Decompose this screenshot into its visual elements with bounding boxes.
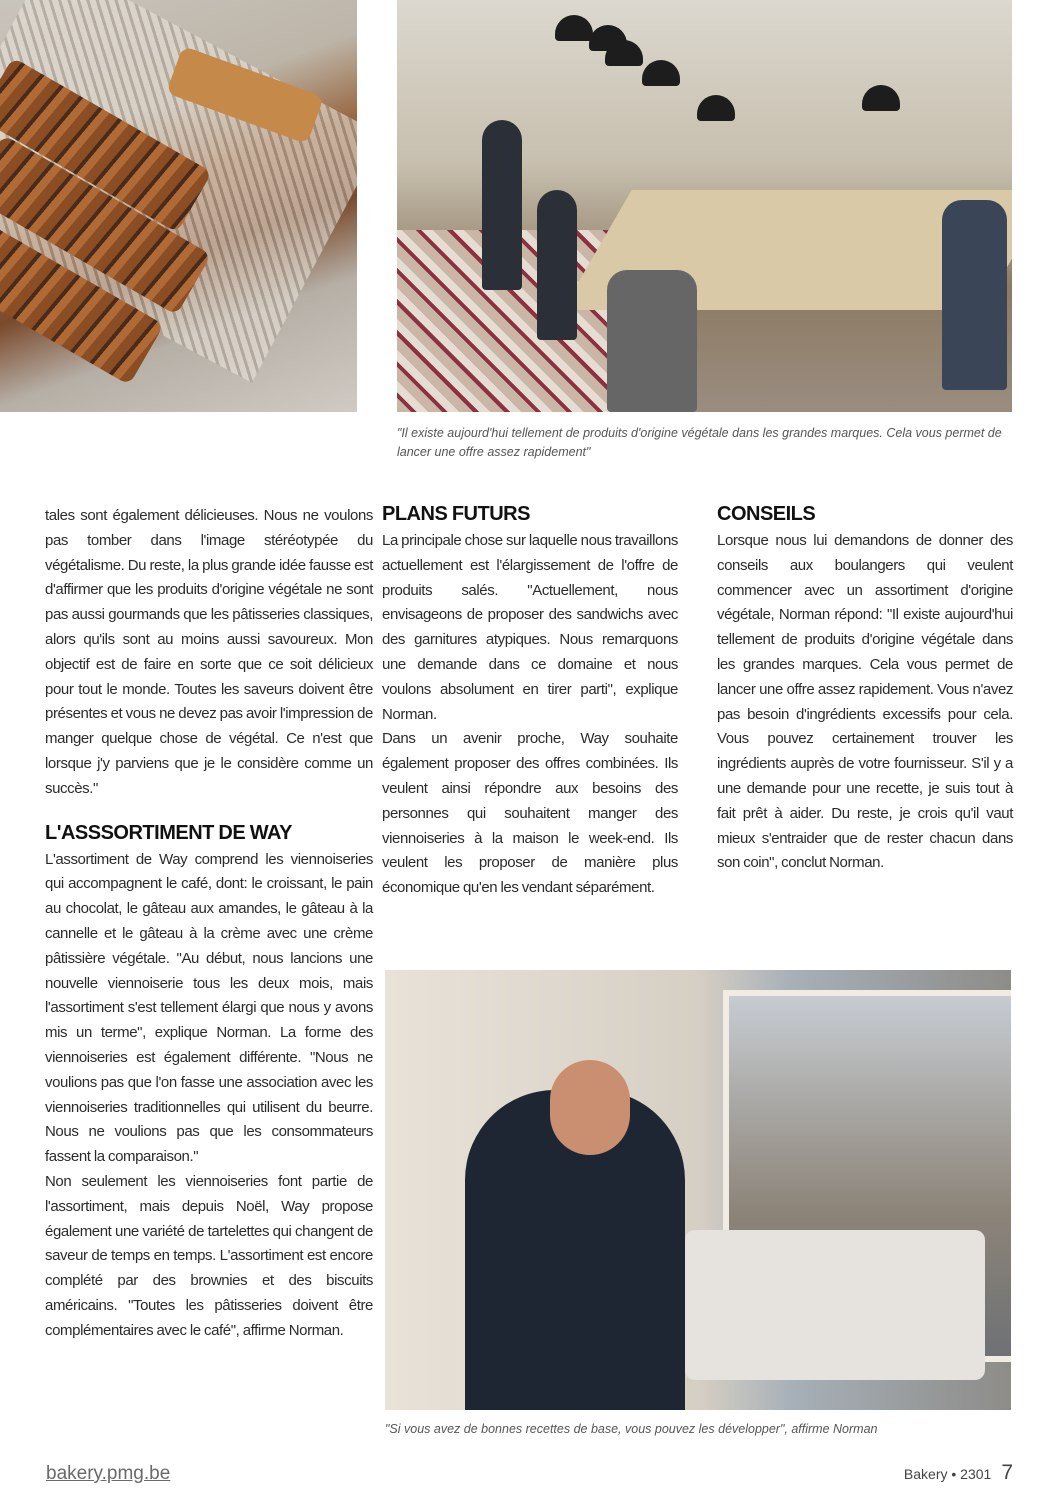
column-2 [382, 501, 678, 901]
photo-cafe-interior [397, 0, 1012, 412]
conseils-paragraph: Lorsque nous lui demandons de donner des conseils aux boulangers qui veulent commencer avec un assortiment d'origine végétale, Norman répond: "Il existe aujourd'hui tellement de produits d'origine végétale dans les grandes marques. Cela vous permet de lancer une offre assez rapidement. Vous n'avez pas besoin d'ingrédients excessifs pour cela. Vous pouvez certainement trouver les ingrédients auprès de votre fournisseur. S'il y a une demande pour une recette, je suis tout à fait prêt à aider. Du reste, je crois qu'il vaut mieux s'entraider que de rester chacun dans son coin", conclut Norman. [717, 532, 1013, 872]
photo-pastries-tray [0, 0, 357, 412]
page-number: 7 [1001, 1461, 1013, 1484]
heading-assortiment: L'ASSSORTIMENT DE WAY [45, 821, 292, 844]
assortiment-paragraph-2: Non seulement les viennoiseries font partie de l'assortiment, mais depuis Noël, Way propose également une variété de tartelettes qui changent de saveur de temps en temps. L'assortiment est encore complété par des brownies et des biscuits américains. "Toutes les pâtisseries doivent être complémentaires avec le café", affirme Norman. [45, 1172, 373, 1339]
assortiment-paragraph-1: L'assortiment de Way comprend les viennoiseries qui accompagnent le café, dont: le croissant, le pain au chocolat, le gâteau aux amandes, le gâteau à la cannelle et le gâteau à la crème avec une crème pâtissière végétale. "Au début, nous lancions une nouvelle viennoiserie tous les deux mois, mais l'assortiment s'est tellement élargi que nous y avons mis un terme", explique Norman. La forme des viennoiseries est également différente. "Nous ne voulions pas que l'on fasse une association avec les viennoiseries traditionnelles qui utilisent du beurre. Nous ne voulions pas que les consommateurs fassent la comparaison." [45, 850, 373, 1166]
photo-caption-bottom: "Si vous avez de bonnes recettes de base, vous pouvez les développer", affirme Norman [385, 1422, 878, 1436]
column-3 [717, 501, 1013, 876]
issue-label: Bakery • 2301 [903, 1466, 992, 1482]
plans-paragraph-1: La principale chose sur laquelle nous travaillons actuellement est l'élargissement de l'offre de produits salés. "Actuellement, nous envisageons de proposer des sandwichs avec des garnitures atypiques. Nous remarquons une demande dans ce domaine et nous voulons absolument en tirer parti", explique Norman. [382, 532, 678, 723]
column-1 [45, 504, 373, 1454]
plans-paragraph-2: Dans un avenir proche, Way souhaite également proposer des offres combinées. Ils veulent ainsi répondre aux besoins des personnes qui souhaitent manger des viennoiseries à la maison le week-end. Ils veulent les proposer de manière plus économique qu'en les vendant séparément. [382, 730, 678, 897]
intro-paragraph: tales sont également délicieuses. Nous ne voulons pas tomber dans l'image stéréotypée du végétalisme. Du reste, la plus grande idée fausse est d'affirmer que les produits d'origine végétale ne sont pas aussi gourmands que les pâtisseries classiques, alors qu'ils sont au moins aussi savoureux. Mon objectif est de faire en sorte que ce soit délicieux pour tout le monde. Toutes les saveurs doivent être présentes et vous ne devez pas avoir l'impression de manger quelque chose de végétal. Ce n'est que lorsque j'y parviens que je le considère comme un succès." [45, 507, 373, 797]
heading-conseils: CONSEILS [717, 503, 816, 525]
photo-baker-at-machine [385, 970, 1011, 1410]
heading-plans-futurs: PLANS FUTURS [382, 503, 530, 525]
photo-caption-top: "Il existe aujourd'hui tellement de produits d'origine végétale dans les grandes marques. Cela vous permet de lancer une offre assez rapidement" [397, 426, 1002, 459]
website-link[interactable]: bakery.pmg.be [46, 1463, 171, 1484]
page-footer [904, 1461, 1013, 1485]
